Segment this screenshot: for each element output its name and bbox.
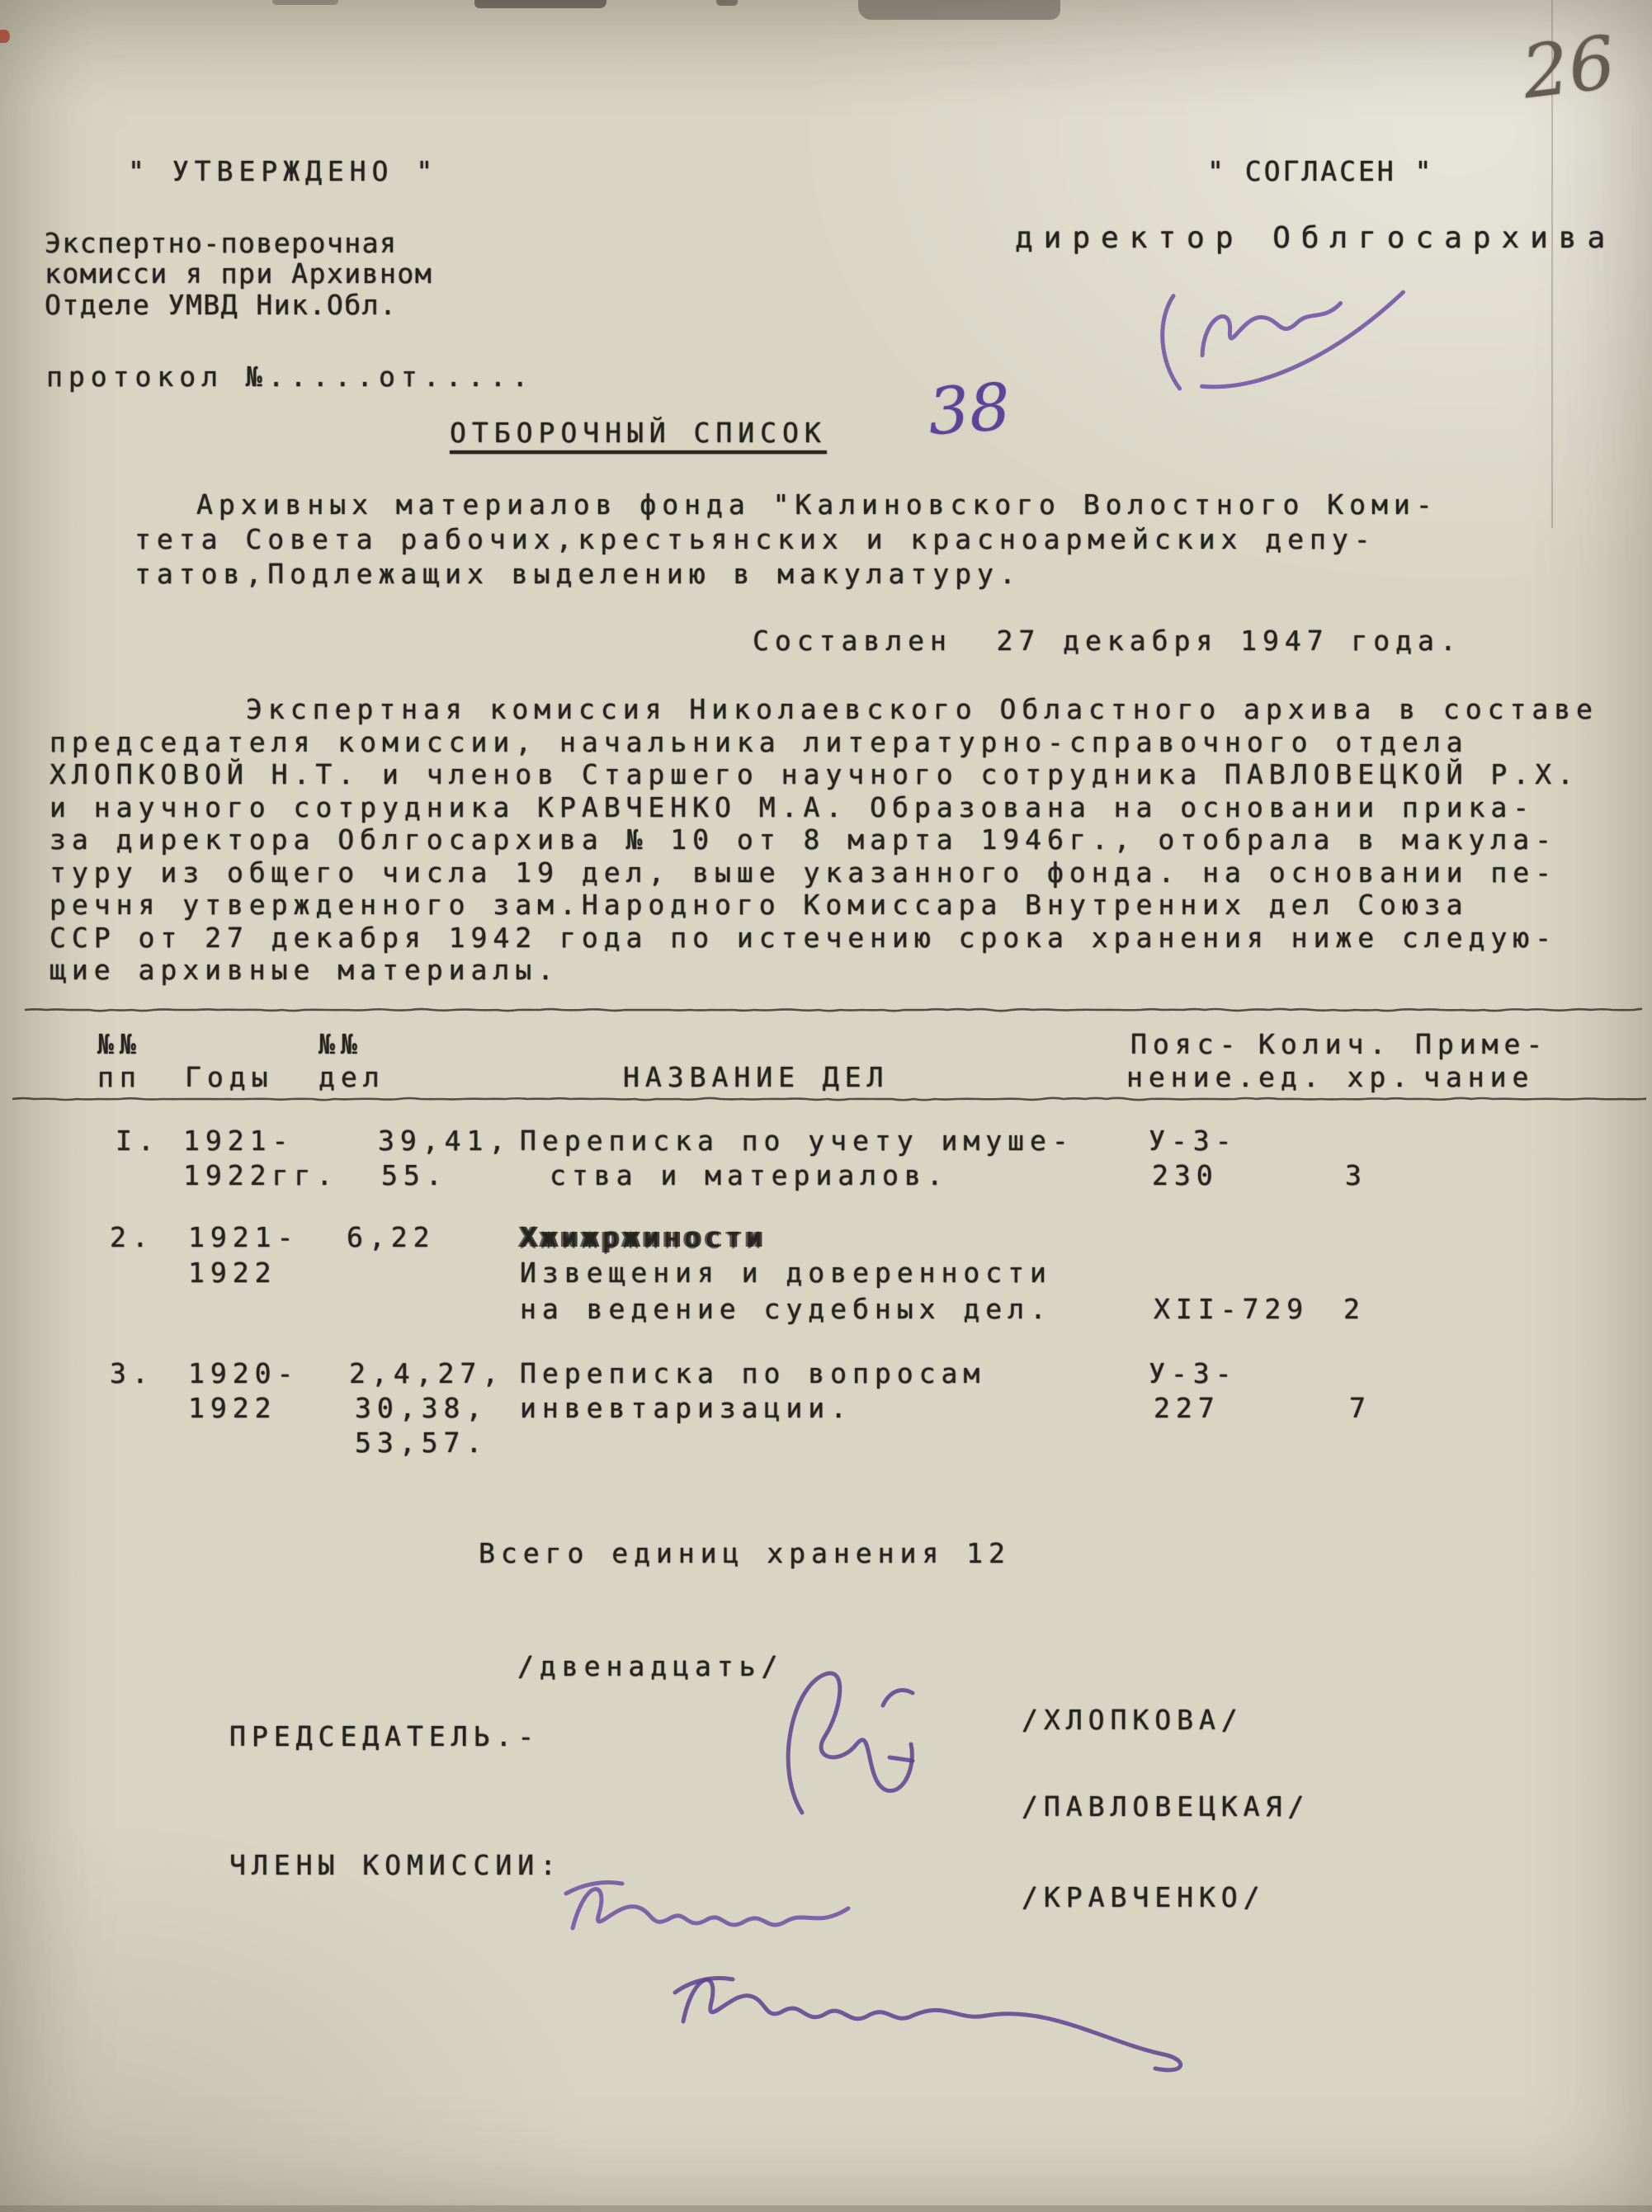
- red-edge-mark: [0, 30, 10, 43]
- torn-edge-mark: [858, 0, 1060, 20]
- table-row-3-note: У-3-: [1149, 1357, 1238, 1389]
- table-row-2-name: Извещения и доверенности: [520, 1257, 1052, 1289]
- torn-edge-mark: [272, 0, 338, 5]
- body-line-1: Экспертная комиссия Николаевского Областного архива в составе: [246, 693, 1598, 725]
- table-row-3-files: 30,38,: [355, 1392, 489, 1424]
- composed-date-line: Составлен 27 декабря 1947 года.: [753, 625, 1462, 657]
- page-number-note: 26: [1517, 19, 1620, 116]
- table-row-1-note: 230: [1152, 1159, 1219, 1191]
- typed-name-kravchenko: /КРАВЧЕНКО/: [1022, 1881, 1266, 1913]
- th-no-bottom: пп: [97, 1061, 142, 1093]
- bottom-edge-shadow: [0, 2205, 1652, 2212]
- committee-line-3: Отделе УМВД Ник.Обл.: [45, 289, 398, 321]
- total-words-line: /двенадцать/: [517, 1650, 784, 1682]
- th-files-bottom: дел: [319, 1061, 385, 1093]
- agreed-stamp: " СОГЛАСЕН ": [1207, 155, 1434, 187]
- typed-name-pavlovetskaya: /ПАВЛОВЕЦКАЯ/: [1022, 1790, 1310, 1823]
- th-note-top: Пояс-: [1130, 1028, 1242, 1060]
- table-row-1-files: 55.: [381, 1159, 448, 1191]
- table-rule-bottom: [12, 1095, 1646, 1103]
- table-row-2-name-struck-out: Хжижржиности: [520, 1221, 767, 1253]
- table-row-1-num: I.: [116, 1125, 160, 1157]
- table-row-1-years: 1921-: [183, 1125, 295, 1157]
- table-row-3-years: 1922: [188, 1392, 277, 1424]
- table-row-1-name: Переписка по учету имуше-: [520, 1125, 1074, 1157]
- table-row-3-count: 7: [1349, 1392, 1371, 1424]
- table-row-1-files: 39,41,: [378, 1125, 512, 1157]
- table-row-2-num: 2.: [110, 1221, 154, 1253]
- table-row-3-files: 2,4,27,: [349, 1357, 505, 1389]
- table-row-2-name: на ведение судебных дел.: [520, 1293, 1052, 1325]
- chairman-label: ПРЕДСЕДАТЕЛЬ.-: [229, 1720, 540, 1752]
- body-line-8: ССР от 27 декабря 1942 года по истечению срока хранения ниже следую-: [50, 922, 1558, 954]
- th-files-top: №№: [319, 1028, 363, 1060]
- member-signature-kravchenko: [660, 1943, 1205, 2092]
- table-row-3-name: Переписка по вопросам: [520, 1357, 986, 1389]
- table-row-2-note: XII-729: [1154, 1293, 1310, 1325]
- body-line-7: речня утвержденного зам.Народного Комиссара Внутренних дел Союза: [50, 889, 1469, 921]
- table-row-1-note: У-3-: [1149, 1125, 1238, 1157]
- chairman-signature: [759, 1660, 974, 1825]
- table-rule-top: [25, 1006, 1642, 1014]
- table-row-3-years: 1920-: [188, 1357, 300, 1389]
- th-remark-top: Приме-: [1415, 1028, 1549, 1060]
- body-line-4: и научного сотрудника КРАВЧЕНКО М.А. Образована на основании прика-: [50, 791, 1536, 823]
- director-signature: [1138, 239, 1428, 408]
- th-note-bottom: нение.: [1126, 1061, 1260, 1093]
- torn-edge-mark: [474, 0, 607, 8]
- director-title: директор Облгосархива: [1015, 221, 1617, 255]
- table-row-1-years: 1922гг.: [183, 1159, 339, 1191]
- subtitle-line-3: татов,Подлежащих выделению в макулатуру.: [135, 558, 1022, 590]
- table-row-3-num: 3.: [110, 1357, 154, 1389]
- th-years: Годы: [185, 1061, 274, 1093]
- th-count-bottom: ед. хр.: [1258, 1061, 1414, 1093]
- table-row-1-name: ства и материалов.: [550, 1159, 949, 1191]
- th-no-top: №№: [97, 1028, 142, 1060]
- total-line: Всего единиц хранения 12: [479, 1537, 1011, 1569]
- body-line-9: щие архивные материалы.: [50, 954, 559, 986]
- table-row-1-count: 3: [1345, 1159, 1367, 1191]
- table-row-2-years: 1922: [188, 1257, 277, 1289]
- subtitle-line-2: тета Совета рабочих,крестьянских и красноармейских депу-: [135, 523, 1376, 555]
- th-remark-bottom: чание: [1423, 1061, 1535, 1093]
- body-line-2: председателя комиссии, начальника литературно-справочного отдела: [50, 726, 1469, 758]
- protocol-line: протокол №.....от.....: [46, 361, 535, 393]
- table-row-3-files: 53,57.: [355, 1427, 489, 1459]
- body-line-6: туру из общего числа 19 дел, выше указанного фонда. на основании пе-: [50, 856, 1558, 889]
- approved-stamp: " УТВЕРЖДЕНО ": [128, 155, 439, 187]
- table-row-2-years: 1921-: [188, 1221, 300, 1253]
- body-line-3: ХЛОПКОВОЙ Н.Т. и членов Старшего научного сотрудника ПАВЛОВЕЦКОЙ Р.Х.: [50, 758, 1579, 790]
- table-row-2-count: 2: [1343, 1293, 1366, 1325]
- committee-line-2: комисси я при Архивном: [45, 257, 433, 290]
- typed-name-khlopkova: /ХЛОПКОВА/: [1022, 1704, 1244, 1736]
- members-label: ЧЛЕНЫ КОМИССИИ:: [229, 1849, 563, 1881]
- table-row-2-files: 6,22: [347, 1221, 436, 1253]
- selection-number-note: 38: [925, 370, 1013, 450]
- table-row-3-note: 227: [1154, 1392, 1220, 1424]
- th-count-top: Колич.: [1258, 1028, 1392, 1060]
- torn-edge-mark: [716, 0, 738, 6]
- body-line-5: за директора Облгосархива № 10 от 8 марта 1946г., отобрала в макула-: [50, 823, 1558, 856]
- committee-line-1: Экспертно-поверочная: [45, 227, 398, 259]
- table-row-3-name: инвевтаризации.: [520, 1392, 853, 1424]
- page-title: ОТБОРОЧНЫЙ СПИСОК: [450, 417, 827, 449]
- subtitle-line-1: Архивных материалов фонда "Калиновского Волостного Коми-: [196, 488, 1438, 521]
- th-name: НАЗВАНИЕ ДЕЛ: [623, 1061, 890, 1093]
